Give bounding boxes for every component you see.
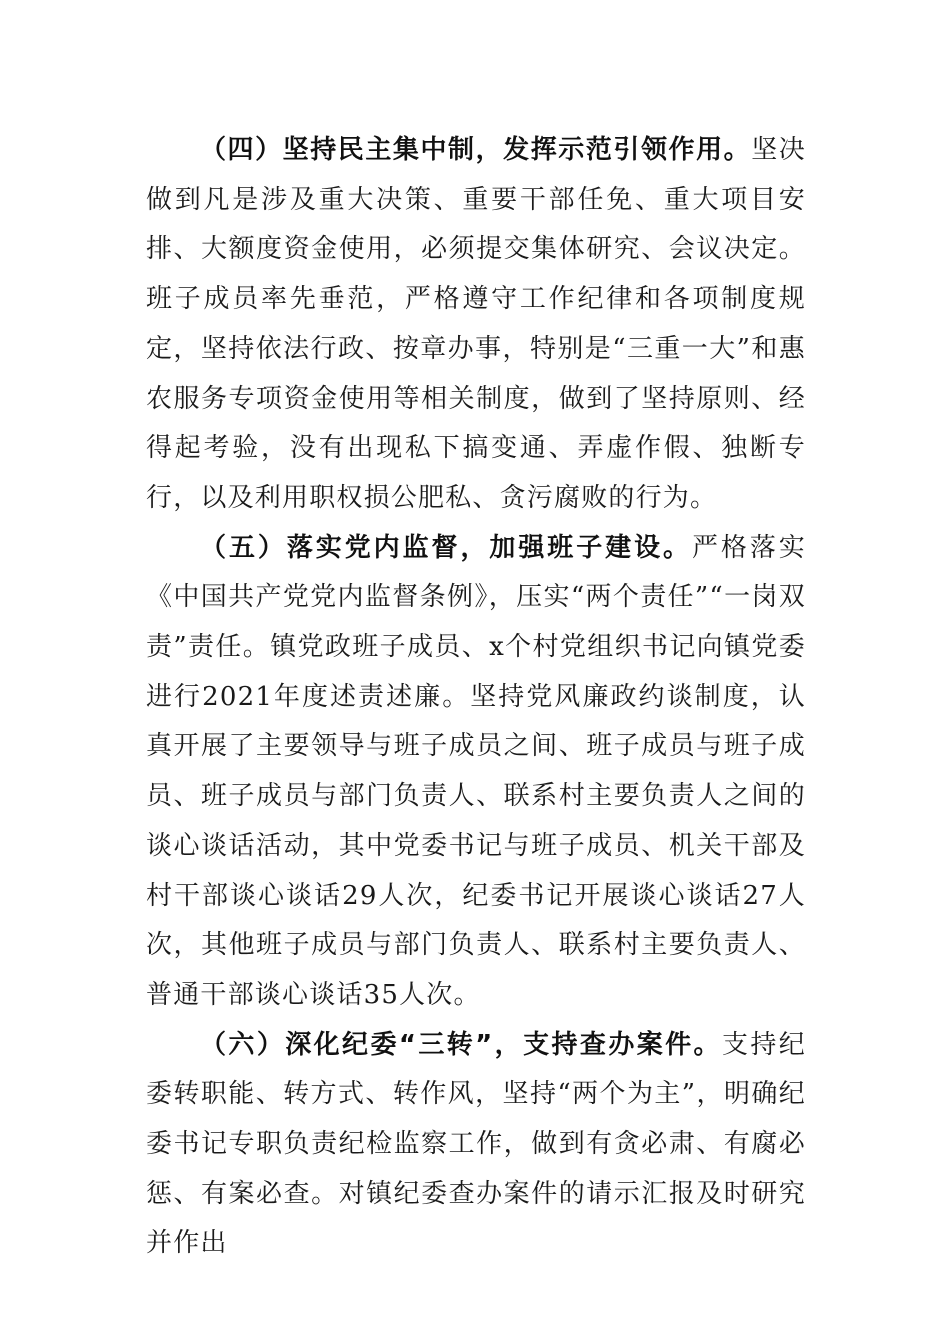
paragraph-heading: （六）深化纪委“三转”，支持查办案件。 (200, 1029, 722, 1060)
paragraph-text: 坚决做到凡是涉及重大决策、重要干部任免、重大项目安排、大额度资金使用，必须提交集体研究、会议决定。班子成员率先垂范，严格遵守工作纪律和各项制度规定，坚持依法行政、按章办事，特别是“三重一大”和惠农服务专项资金使用等相关制度，做到了坚持原则、经得起考验，没有出现私下搞变通、弄虚作假、独断专行，以及利用职权损公肥私、贪污腐败的行为。 (146, 135, 806, 513)
paragraph-party-supervision (146, 524, 806, 1021)
paragraph-text: 严格落实《中国共产党党内监督条例》，压实“两个责任”“一岗双责”责任。镇党政班子成员、x个村党组织书记向镇党委进行2021年度述责述廉。坚持党风廉政约谈制度，认真开展了主要领导与班子成员之间、班子成员与班子成员、班子成员与部门负责人、联系村主要负责人之间的谈心谈话活动，其中党委书记与班子成员、机关干部及村干部谈心谈话29人次，纪委书记开展谈心谈话27人次，其他班子成员与部门负责人、联系村主要负责人、普通干部谈心谈话35人次。 (146, 532, 806, 1010)
paragraph-heading: （五）落实党内监督，加强班子建设。 (200, 532, 692, 563)
document-body (146, 126, 806, 1269)
paragraph-democratic-centralism (146, 126, 806, 524)
paragraph-discipline-commission (146, 1021, 806, 1270)
paragraph-heading: （四）坚持民主集中制，发挥示范引领作用。 (200, 135, 752, 165)
paragraph-text: 支持纪委转职能、转方式、转作风，坚持“两个为主”，明确纪委书记专职负责纪检监察工作，做到有贪必肃、有腐必惩、有案必查。对镇纪委查办案件的请示汇报及时研究并作出 (146, 1029, 806, 1259)
